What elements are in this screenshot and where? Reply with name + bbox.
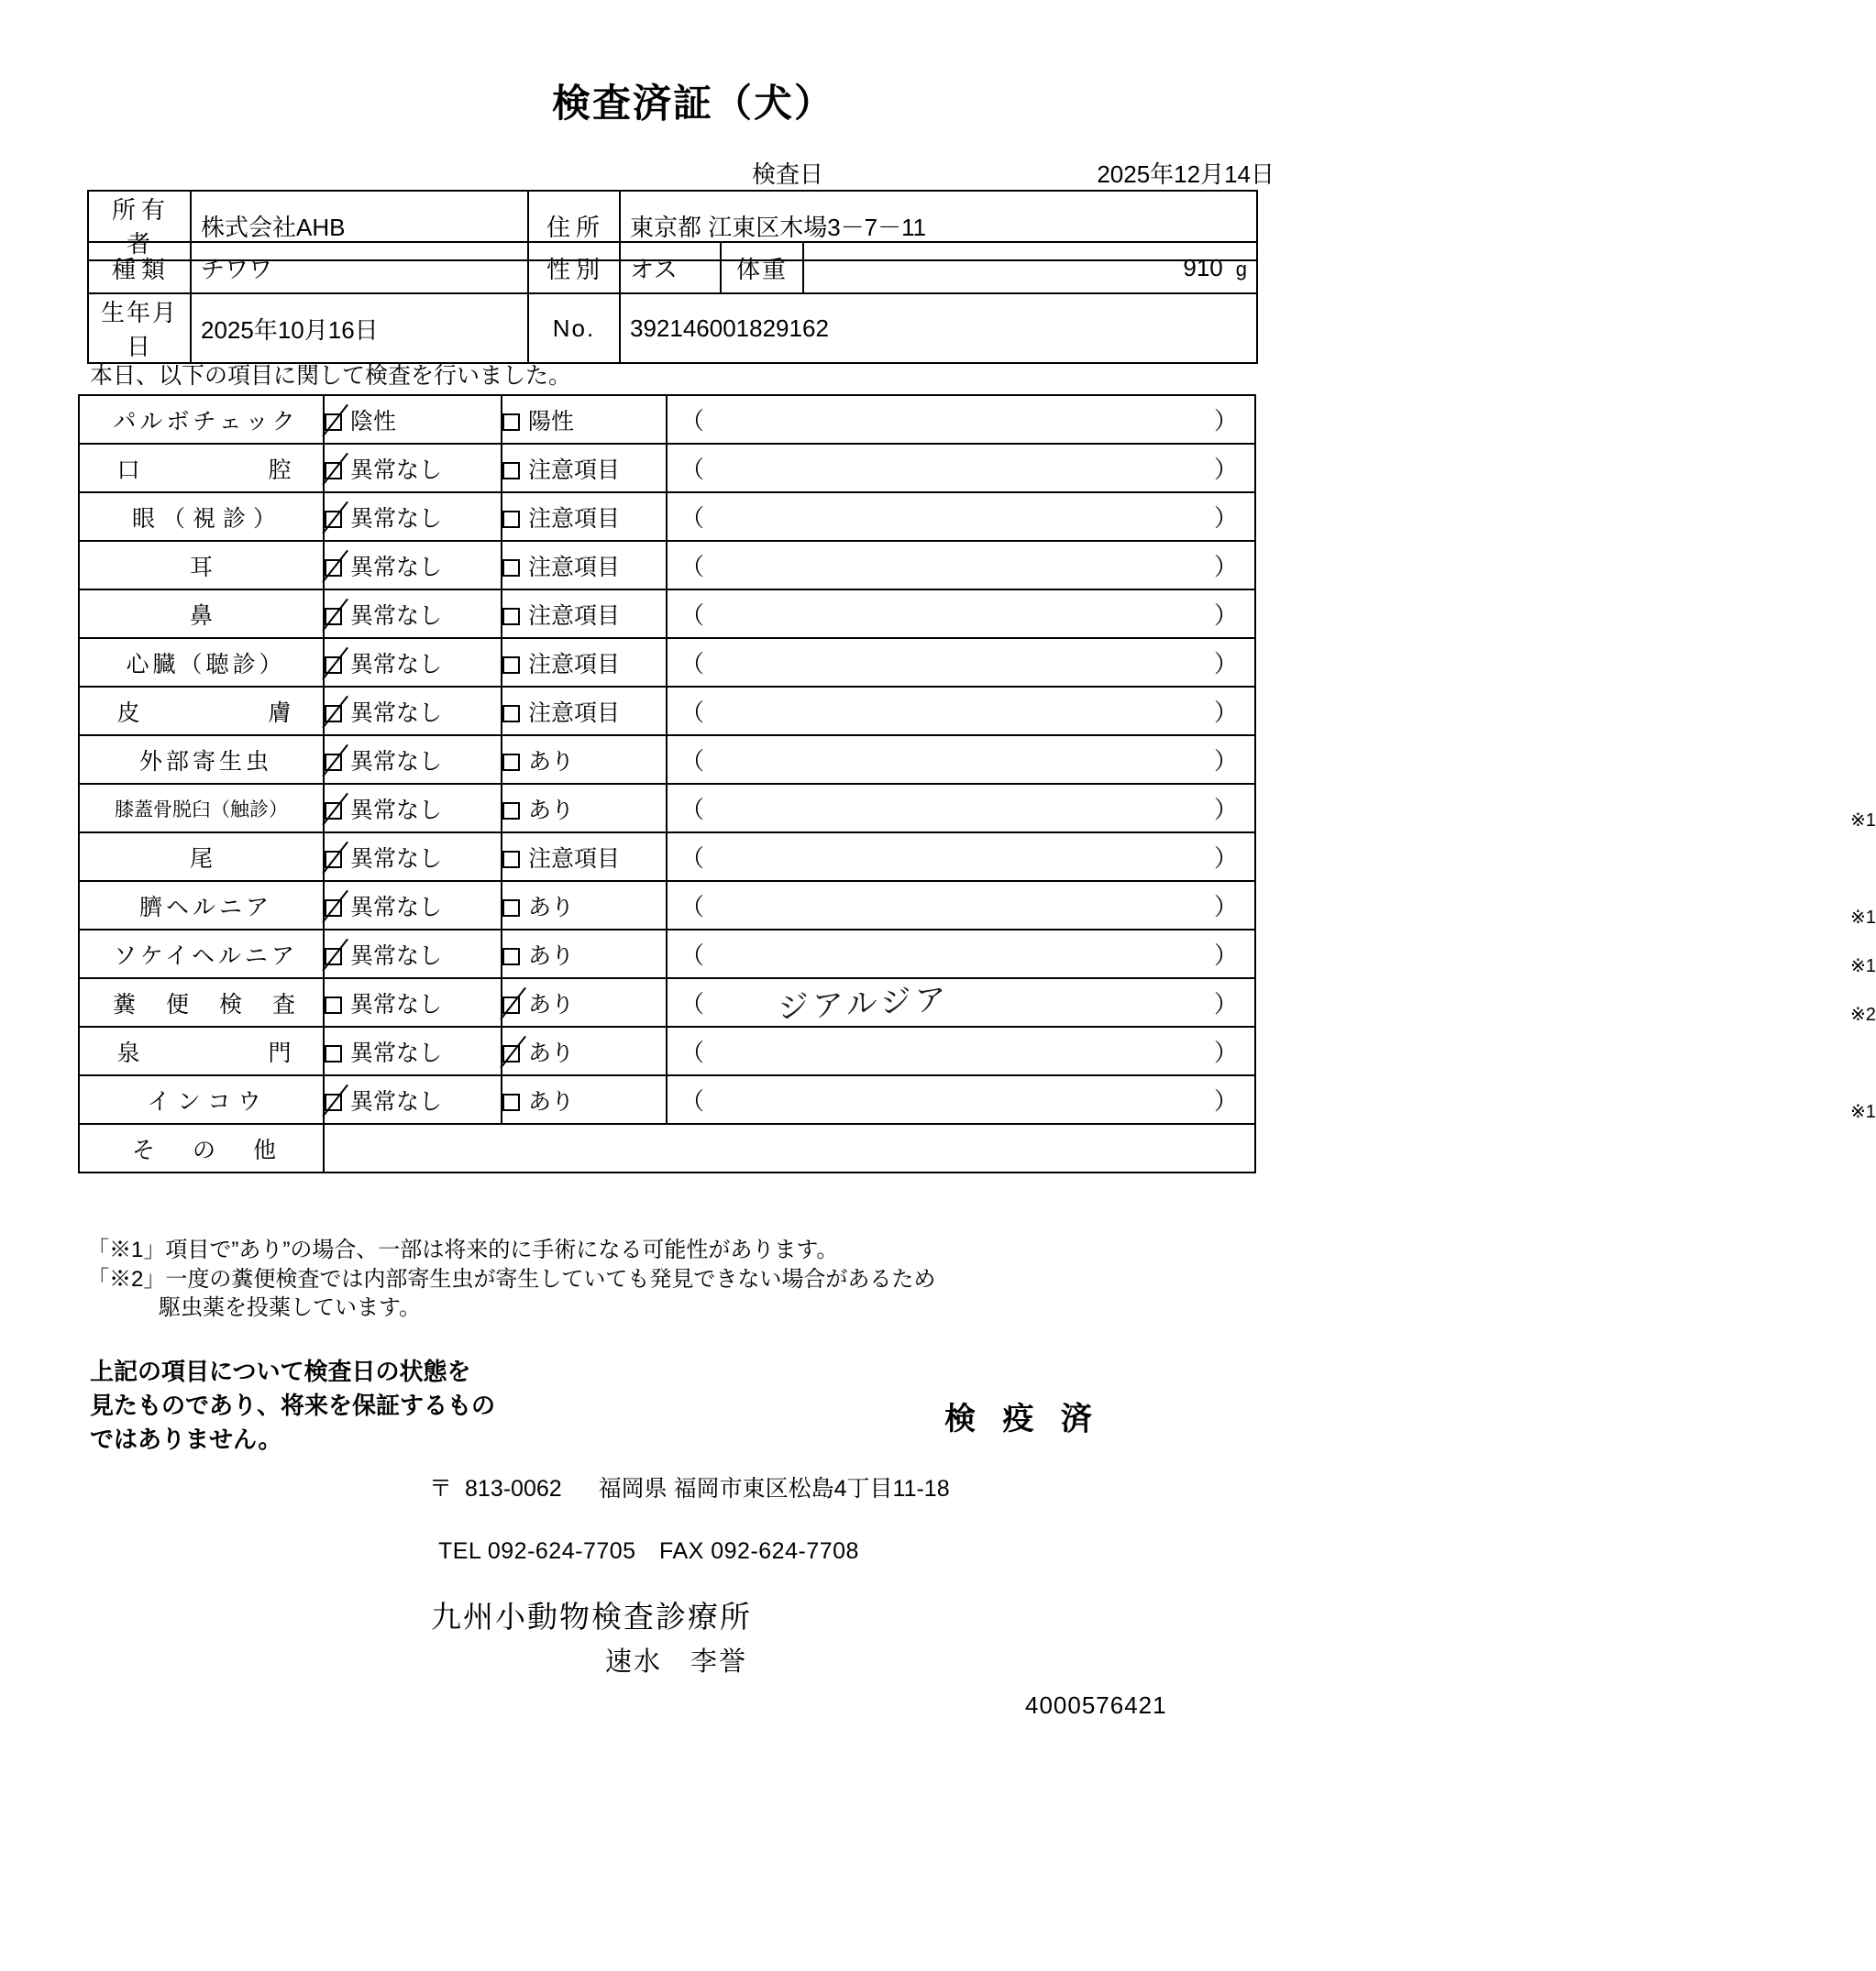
option-label: 異常なし	[350, 554, 443, 580]
option-label: 異常なし	[350, 991, 443, 1018]
option-label: あり	[528, 894, 575, 920]
option-label: 注意項目	[528, 505, 621, 532]
paren-close: ）	[1213, 503, 1238, 532]
owner-value: 株式会社AHB	[191, 191, 528, 260]
exam-note-field[interactable]	[667, 1075, 1876, 1124]
checkbox-icon[interactable]	[502, 754, 520, 771]
exam-option-2[interactable]	[502, 541, 667, 589]
checkbox-icon[interactable]	[502, 413, 520, 431]
exam-note-field[interactable]	[667, 395, 1255, 444]
exam-option-1[interactable]	[324, 395, 502, 444]
owner-label: 所有者	[88, 191, 191, 260]
footnote-marker: ※1	[1850, 907, 1876, 928]
exam-item-label: 口 腔	[79, 444, 324, 492]
footnote-3: 駆虫薬を投薬しています。	[159, 1295, 422, 1321]
exam-option-1[interactable]	[324, 1075, 502, 1124]
paren-close: ）	[1213, 941, 1238, 969]
exam-note-field[interactable]	[667, 1027, 1255, 1075]
exam-option-1[interactable]	[324, 444, 502, 492]
clinic-zip: 813-0062	[465, 1476, 562, 1502]
option-label: 注意項目	[528, 554, 621, 580]
table-row	[79, 589, 1255, 638]
exam-item-label: 外部寄生虫	[79, 735, 324, 784]
option-label: 異常なし	[350, 651, 443, 677]
paren-close: ）	[1213, 1038, 1238, 1066]
disclaimer-line: 上記の項目について検査日の状態を	[90, 1358, 471, 1385]
option-label: 異常なし	[350, 602, 443, 629]
option-label: 異常なし	[350, 894, 443, 920]
no-value: 392146001829162	[620, 293, 1257, 363]
doctor-name: 速水 李誉	[605, 1647, 748, 1677]
clinic-address: 福岡県 福岡市東区松島4丁目11-18	[598, 1476, 950, 1502]
exam-item-label: インコウ	[79, 1075, 324, 1124]
exam-date-row	[752, 156, 1275, 190]
option-label: 注意項目	[528, 845, 621, 872]
paren-close: ）	[1213, 552, 1238, 580]
clinic-phone: TEL 092-624-7705 FAX 092-624-7708	[438, 1538, 859, 1564]
exam-option-1[interactable]	[324, 638, 502, 687]
checkbox-icon[interactable]	[502, 511, 520, 528]
paren-close: ）	[1213, 406, 1238, 435]
sex-label: 性別	[528, 242, 620, 293]
exam-item-label: 糞 便 検 査	[79, 978, 324, 1027]
checkbox-icon[interactable]	[325, 851, 342, 868]
option-label: 異常なし	[350, 1088, 443, 1115]
paren-close: ）	[1213, 892, 1238, 920]
table-row	[79, 832, 1255, 881]
checkbox-icon[interactable]	[325, 754, 342, 771]
paren-close: ）	[1213, 989, 1238, 1018]
paren-open: （	[680, 600, 705, 629]
checkbox-icon[interactable]	[502, 899, 520, 917]
exam-option-2[interactable]	[502, 638, 667, 687]
exam-option-1[interactable]	[324, 978, 502, 1027]
checkbox-icon[interactable]	[325, 656, 342, 674]
checkbox-icon[interactable]	[502, 608, 520, 625]
exam-option-2[interactable]	[502, 832, 667, 881]
paren-open: （	[680, 746, 705, 775]
footnote-marker: ※1	[1850, 1101, 1876, 1122]
exam-option-1[interactable]	[324, 589, 502, 638]
paren-close: ）	[1213, 600, 1238, 629]
intro-text: 本日、以下の項目に関して検査を行いました。	[90, 363, 572, 389]
breed-label: 種類	[88, 242, 191, 293]
exam-item-label: 眼（視診）	[79, 492, 324, 541]
option-label: あり	[528, 991, 575, 1018]
checkbox-icon[interactable]	[325, 413, 342, 431]
no-label: No.	[528, 293, 620, 363]
exam-note-field[interactable]	[667, 930, 1876, 978]
paren-open: （	[680, 843, 705, 872]
checkbox-icon[interactable]	[502, 656, 520, 674]
exam-option-2[interactable]	[502, 687, 667, 735]
option-label: 注意項目	[528, 651, 621, 677]
exam-item-label: 臍ヘルニア	[79, 881, 324, 930]
breed-value: チワワ	[191, 242, 528, 293]
address-label: 住所	[528, 191, 620, 260]
exam-item-label: 膝蓋骨脱臼（触診）	[79, 784, 324, 832]
option-label: 注意項目	[528, 457, 621, 483]
table-row	[88, 293, 1257, 363]
quarantine-stamp: 検 疫 済	[944, 1402, 1101, 1437]
weight-label: 体重	[721, 242, 803, 293]
option-label: 異常なし	[350, 748, 443, 775]
checkbox-icon[interactable]	[325, 1045, 342, 1063]
exam-item-label: パルボチェック	[79, 395, 324, 444]
footnote-marker: ※2	[1850, 1004, 1876, 1025]
serial-number: 4000576421	[1025, 1691, 1167, 1719]
option-label: あり	[528, 942, 575, 969]
footnotes	[87, 1236, 935, 1323]
option-label: あり	[528, 1040, 575, 1066]
exam-item-label: 泉 門	[79, 1027, 324, 1075]
footnote-1: 「※1」項目で”あり”の場合、一部は将来的に手術になる可能性があります。	[87, 1238, 839, 1262]
exam-option-2[interactable]	[502, 1075, 667, 1124]
exam-option-1[interactable]	[324, 1027, 502, 1075]
checkbox-icon[interactable]	[325, 997, 342, 1014]
exam-option-2[interactable]	[502, 735, 667, 784]
exam-option-1[interactable]	[324, 832, 502, 881]
disclaimer-text	[90, 1355, 658, 1457]
option-label: 異常なし	[350, 1040, 443, 1066]
checkbox-icon[interactable]	[325, 802, 342, 820]
table-row	[79, 492, 1255, 541]
table-row	[79, 735, 1255, 784]
header-table-3	[87, 292, 1258, 364]
option-label: 異常なし	[350, 457, 443, 483]
exam-option-2[interactable]	[502, 978, 667, 1027]
paren-close: ）	[1213, 843, 1238, 872]
checkbox-icon[interactable]	[325, 462, 342, 479]
table-row	[79, 444, 1255, 492]
paren-close: ）	[1213, 746, 1238, 775]
paren-open: （	[680, 552, 705, 580]
paren-open: （	[680, 795, 705, 823]
checkbox-icon[interactable]	[502, 997, 520, 1014]
paren-close: ）	[1213, 649, 1238, 677]
option-label: 注意項目	[528, 699, 621, 726]
exam-item-label: 皮 膚	[79, 687, 324, 735]
exam-option-2[interactable]	[502, 492, 667, 541]
sex-value: オス	[620, 242, 721, 293]
exam-item-label-other: そ の 他	[79, 1124, 324, 1173]
exam-note-field[interactable]	[667, 492, 1255, 541]
paren-close: ）	[1213, 795, 1238, 823]
clinic-name: 九州小動物検査診療所	[431, 1600, 752, 1634]
weight-value: 910	[1183, 253, 1223, 281]
paren-open: （	[680, 698, 705, 726]
exam-item-label: 鼻	[79, 589, 324, 638]
exam-option-2[interactable]	[502, 930, 667, 978]
option-label: 異常なし	[350, 797, 443, 823]
birth-label: 生年月日	[88, 293, 191, 363]
table-row	[79, 638, 1255, 687]
footnote-2: 「※2」一度の糞便検査では内部寄生虫が寄生していても発見できない場合があるため	[87, 1266, 936, 1292]
exam-option-2[interactable]	[502, 395, 667, 444]
clinic-address-line	[429, 1470, 950, 1503]
option-label: 異常なし	[350, 699, 443, 726]
weight-unit: g	[1235, 257, 1247, 281]
option-label: あり	[528, 748, 575, 775]
checkbox-icon[interactable]	[502, 1045, 520, 1063]
checkbox-icon[interactable]	[325, 559, 342, 577]
disclaimer-line: ではありません。	[90, 1425, 282, 1453]
paren-open: （	[680, 649, 705, 677]
checkbox-icon[interactable]	[325, 948, 342, 965]
exam-note-field[interactable]	[667, 638, 1255, 687]
checkbox-icon[interactable]	[502, 559, 520, 577]
table-row	[79, 1124, 1255, 1173]
paren-open: （	[680, 1038, 705, 1066]
table-row	[79, 1027, 1255, 1075]
exam-option-1[interactable]	[324, 784, 502, 832]
exam-option-2[interactable]	[502, 444, 667, 492]
exam-option-2[interactable]	[502, 1027, 667, 1075]
option-label: 注意項目	[528, 602, 621, 629]
examination-table	[78, 394, 1876, 1173]
exam-option-1[interactable]	[324, 541, 502, 589]
weight-value-cell	[803, 242, 1257, 293]
exam-note-field[interactable]	[667, 978, 1876, 1027]
option-label: あり	[528, 1088, 575, 1115]
exam-note-field[interactable]	[667, 881, 1876, 930]
table-row	[79, 784, 1255, 832]
exam-date-label: 検査日	[752, 160, 824, 188]
paren-open: （	[680, 892, 705, 920]
footnote-marker: ※1	[1850, 809, 1876, 831]
paren-open: （	[680, 503, 705, 532]
paren-close: ）	[1213, 1086, 1238, 1115]
page-title: 検査済証（犬）	[551, 82, 834, 125]
paren-close: ）	[1213, 455, 1238, 483]
table-row	[79, 395, 1255, 444]
handwritten-note: ジアルジア	[777, 980, 951, 1027]
other-value-field[interactable]	[324, 1124, 1255, 1173]
exam-note-field[interactable]	[667, 832, 1255, 881]
option-label: 陽性	[528, 408, 575, 435]
exam-note-field[interactable]	[667, 444, 1255, 492]
exam-option-1[interactable]	[324, 735, 502, 784]
table-row	[79, 687, 1255, 735]
checkbox-icon[interactable]	[325, 511, 342, 528]
exam-item-label: 尾	[79, 832, 324, 881]
address-value: 東京都 江東区木場3－7－11	[620, 191, 1257, 260]
option-label: 異常なし	[350, 942, 443, 969]
option-label: 陰性	[350, 408, 397, 435]
paren-open: （	[680, 406, 705, 435]
checkbox-icon[interactable]	[325, 899, 342, 917]
checkbox-icon[interactable]	[325, 608, 342, 625]
checkbox-icon[interactable]	[502, 802, 520, 820]
exam-note-field[interactable]	[667, 735, 1255, 784]
table-row	[79, 930, 1255, 978]
exam-item-label: 心臓（聴診）	[79, 638, 324, 687]
checkbox-icon[interactable]	[325, 705, 342, 722]
exam-option-2[interactable]	[502, 881, 667, 930]
checkbox-icon[interactable]	[502, 705, 520, 722]
paren-open: （	[680, 941, 705, 969]
option-label: 異常なし	[350, 505, 443, 532]
exam-note-field[interactable]	[667, 541, 1255, 589]
paren-open: （	[680, 989, 705, 1018]
checkbox-icon[interactable]	[502, 948, 520, 965]
exam-option-2[interactable]	[502, 784, 667, 832]
exam-option-1[interactable]	[324, 881, 502, 930]
checkbox-icon[interactable]	[502, 1094, 520, 1111]
exam-date-value: 2025年12月14日	[1097, 160, 1275, 188]
exam-option-1[interactable]	[324, 492, 502, 541]
table-row	[79, 1075, 1255, 1124]
exam-option-2[interactable]	[502, 589, 667, 638]
table-row	[79, 541, 1255, 589]
disclaimer-line: 見たものであり、将来を保証するもの	[90, 1391, 496, 1419]
paren-open: （	[680, 1086, 705, 1115]
zip-mark-icon: 〒	[429, 1476, 453, 1502]
table-row	[88, 242, 1257, 293]
exam-option-1[interactable]	[324, 687, 502, 735]
paren-open: （	[680, 455, 705, 483]
exam-note-field[interactable]	[667, 784, 1876, 832]
option-label: あり	[528, 797, 575, 823]
exam-item-label: 耳	[79, 541, 324, 589]
table-row	[79, 881, 1255, 930]
checkbox-icon[interactable]	[502, 851, 520, 868]
checkbox-icon[interactable]	[502, 462, 520, 479]
birth-value: 2025年10月16日	[191, 293, 528, 363]
checkbox-icon[interactable]	[325, 1094, 342, 1111]
header-table-2	[87, 241, 1258, 294]
option-label: 異常なし	[350, 845, 443, 872]
table-row	[79, 978, 1255, 1027]
exam-note-field[interactable]	[667, 589, 1255, 638]
exam-item-label: ソケイヘルニア	[79, 930, 324, 978]
paren-close: ）	[1213, 698, 1238, 726]
footnote-marker: ※1	[1850, 955, 1876, 976]
exam-note-field[interactable]	[667, 687, 1255, 735]
exam-option-1[interactable]	[324, 930, 502, 978]
